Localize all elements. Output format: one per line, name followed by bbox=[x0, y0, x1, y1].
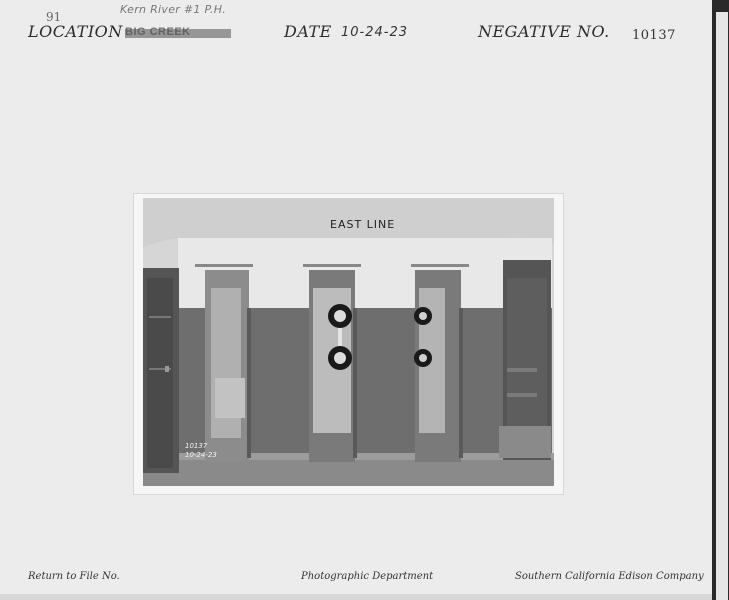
adjacent-sheet-edge bbox=[712, 0, 729, 600]
date-value: 10-24-23 bbox=[341, 25, 409, 40]
crossed-out-location bbox=[125, 26, 231, 40]
negative-number-value: 10137 bbox=[632, 28, 676, 43]
footer-return-to-file: Return to File No. bbox=[28, 571, 120, 582]
footer-department: Photographic Department bbox=[301, 571, 434, 582]
adjacent-sheet bbox=[716, 12, 728, 600]
plate-date: 10-24-23 bbox=[185, 451, 217, 459]
east-line-sign: EAST LINE bbox=[330, 218, 396, 231]
date-label: DATE bbox=[284, 22, 332, 41]
strike-through-mark bbox=[125, 29, 231, 38]
negative-number-label: NEGATIVE NO. bbox=[478, 22, 610, 41]
card-index-number: 91 bbox=[46, 10, 62, 24]
handwritten-location-note: Kern River #1 P.H. bbox=[120, 3, 227, 16]
bottom-edge bbox=[0, 594, 712, 600]
photograph bbox=[143, 198, 554, 486]
plate-number: 10137 bbox=[185, 442, 208, 450]
footer-company: Southern California Edison Company bbox=[515, 571, 704, 582]
location-label: LOCATION bbox=[28, 22, 123, 41]
plate-annotation bbox=[185, 442, 217, 460]
